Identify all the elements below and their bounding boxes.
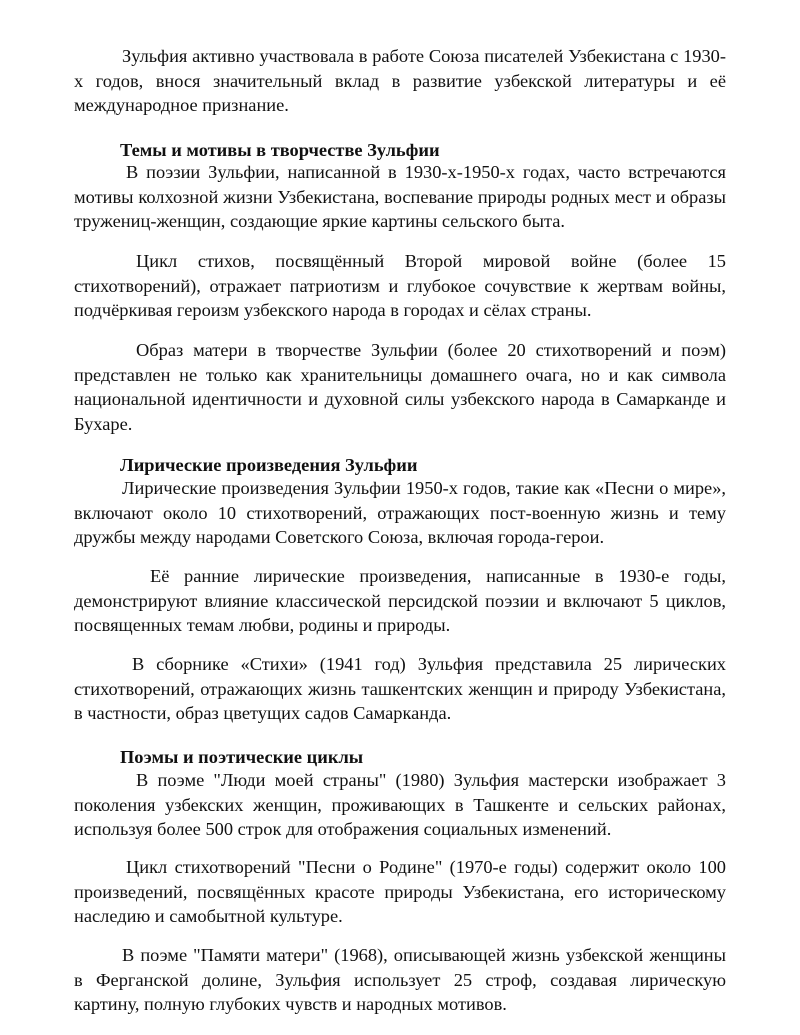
section-heading-lyrics: Лирические произведения Зульфии bbox=[120, 455, 418, 475]
paragraph-poems-collection-1941: В сборнике «Стихи» (1941 год) Зульфия представила 25 лирических стихотворений, отражающих жизнь ташкентских женщин и природу Узбекистана, в частности, образ цветущих садов Самарканда. bbox=[74, 654, 726, 723]
section-heading-themes: Темы и мотивы в творчестве Зульфии bbox=[120, 140, 440, 160]
paragraph-collective-farm-motifs: В поэзии Зульфии, написанной в 1930-х-1950-х годах, часто встречаются мотивы колхозной жизни Узбекистана, воспевание природы родных мест и образы тружениц-женщин, создающие яркие картины сельского быта. bbox=[74, 162, 726, 231]
paragraph-war-cycle: Цикл стихов, посвящённый Второй мировой войне (более 15 стихотворений), отражает патриотизм и глубокое сочувствие к жертвам войны, подчёркивая героизм узбекского народа в городах и сёлах страны. bbox=[74, 251, 726, 320]
paragraph-mother-image: Образ матери в творчестве Зульфии (более 20 стихотворений и поэм) представлен не только как хранительницы домашнего очага, но и как символа национальной идентичности и духовной силы узбекского народа в Самарканде и Бухаре. bbox=[74, 340, 726, 434]
paragraph-songs-of-motherland: Цикл стихотворений "Песни о Родине" (1970-е годы) содержит около 100 произведений, посвящённых красоте природы Узбекистана, его историческому наследию и самобытной культуре. bbox=[74, 857, 726, 926]
paragraph-writers-union: Зульфия активно участвовала в работе Союза писателей Узбекистана с 1930-х годов, внося значительный вклад в развитие узбекской литературы и её международное признание. bbox=[74, 46, 726, 115]
paragraph-peace-songs: Лирические произведения Зульфии 1950-х годов, такие как «Песни о мире», включают около 10 стихотворений, отражающих пост-военную жизнь и тему дружбы между народами Советского Союза, включая города-герои. bbox=[74, 478, 726, 547]
paragraph-early-lyrics: Её ранние лирические произведения, написанные в 1930-е годы, демонстрируют влияние классической персидской поэзии и включают 5 циклов, посвященных темам любви, родины и природы. bbox=[74, 566, 726, 635]
section-heading-poems-cycles: Поэмы и поэтические циклы bbox=[120, 747, 364, 767]
paragraph-people-of-my-country: В поэме "Люди моей страны" (1980) Зульфия мастерски изображает 3 поколения узбекских женщин, проживающих в Ташкенте и сельских районах, используя более 500 строк для отображения социальных изменений. bbox=[74, 770, 726, 839]
paragraph-memory-of-mother: В поэме "Памяти матери" (1968), описывающей жизнь узбекской женщины в Ферганской долине, Зульфия использует 25 строф, создавая лирическую картину, полную глубоких чувств и народных мотивов. bbox=[74, 945, 726, 1014]
